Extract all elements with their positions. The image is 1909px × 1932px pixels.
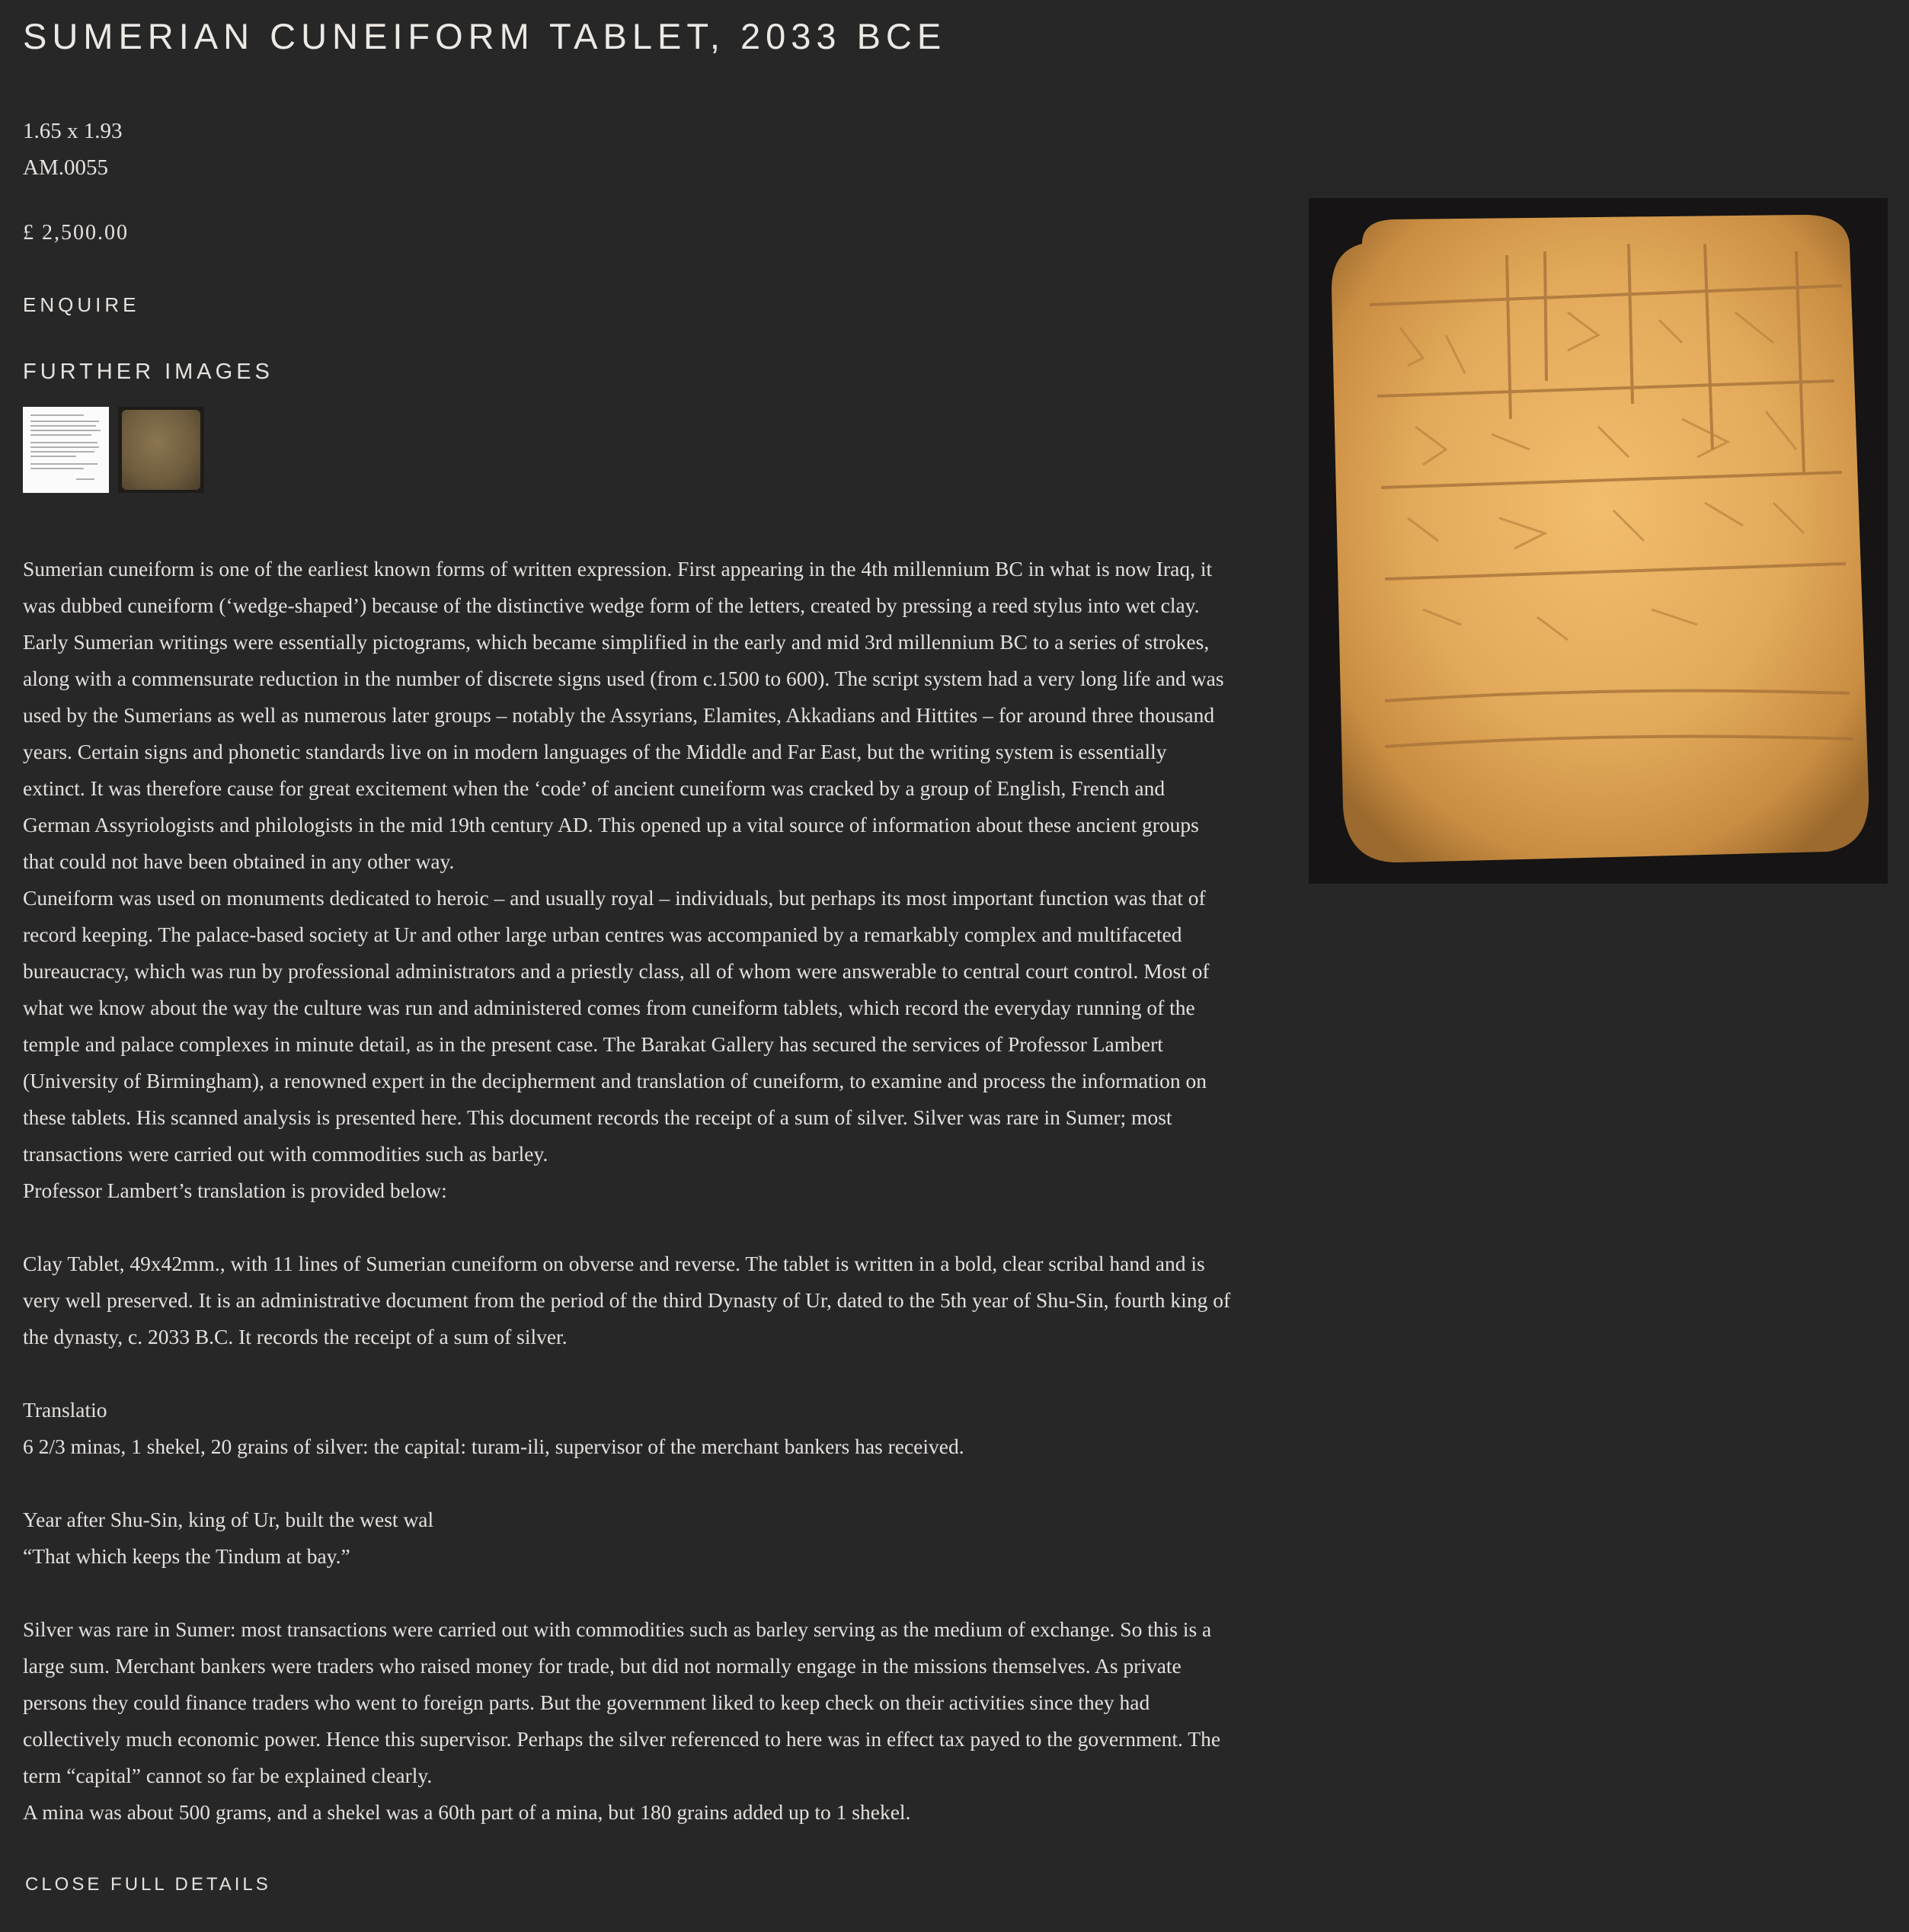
further-images-heading: FURTHER IMAGES — [23, 360, 273, 384]
product-reference: AM.0055 — [23, 155, 108, 180]
description-paragraph: Clay Tablet, 49x42mm., with 11 lines of Sumerian cuneiform on obverse and reverse. The tablet is written in a bold, clear scribal hand and is very well preserved. It is an administrative document from the period of the third Dynasty of Ur, dated to the 5th year of Shu-Sin, fourth king of the dynasty, c. 2033 B.C. It records the receipt of a sum of silver. — [23, 1252, 1231, 1348]
thumbnail-strip — [23, 407, 204, 493]
product-meta — [23, 113, 123, 186]
product-dimensions: 1.65 x 1.93 — [23, 119, 123, 143]
translation-text: 6 2/3 minas, 1 shekel, 20 grains of silver: the capital: turam-ili, supervisor of the merchant bankers has received. — [23, 1435, 964, 1458]
close-full-details-link[interactable]: CLOSE FULL DETAILS — [25, 1874, 271, 1895]
description — [23, 551, 1234, 1831]
description-paragraph: Silver was rare in Sumer: most transactions were carried out with commodities such as barley serving as the medium of exchange. So this is a large sum. Merchant bankers were traders who raised money for trade, but did not normally engage in the missions themselves. As private persons they could finance traders who went to foreign parts. But the government liked to keep check on their activities since they had collectively much economic power. Hence this supervisor. Perhaps the silver referenced to here was in effect tax payed to the government. The term “capital” cannot so far be explained clearly. — [23, 1617, 1221, 1787]
translation-text: “That which keeps the Tindum at bay.” — [23, 1544, 350, 1568]
enquire-link[interactable]: ENQUIRE — [23, 293, 140, 316]
document-thumbnail[interactable] — [23, 407, 109, 493]
description-paragraph: Cuneiform was used on monuments dedicated to heroic – and usually royal – individuals, but perhaps its most important function was that of record keeping. The palace-based society at Ur and other large urban centres was accompanied by a remarkably complex and multifaceted bureaucracy, which was run by professional administrators and a priestly class, all of whom were answerable to central court control. Most of what we know about the way the culture was run and administered comes from cuneiform tablets, which record the everyday running of the temple and palace complexes in minute detail, as in the present case. The Barakat Gallery has secured the services of Professor Lambert (University of Birmingham), a renowned expert in the decipherment and translation of cuneiform, to examine and process the information on these tablets. His scanned analysis is presented here. This document records the receipt of a sum of silver. Silver was rare in Sumer; most transactions were carried out with commodities such as barley. — [23, 886, 1210, 1166]
description-paragraph: Professor Lambert’s translation is provided below: — [23, 1179, 447, 1202]
page-title: SUMERIAN CUNEIFORM TABLET, 2033 BCE — [23, 16, 947, 56]
translation-text: Year after Shu-Sin, king of Ur, built the west wal — [23, 1508, 434, 1531]
cuneiform-tablet-image — [1309, 198, 1888, 884]
description-paragraph: Sumerian cuneiform is one of the earliest known forms of written expression. First appearing in the 4th millennium BC in what is now Iraq, it was dubbed cuneiform (‘wedge-shaped’) because of the distinctive wedge form of the letters, created by pressing a reed stylus into wet clay. Early Sumerian writings were essentially pictograms, which became simplified in the early and mid 3rd millennium BC to a series of strokes, along with a commensurate reduction in the number of discrete signs used (from c.1500 to 600). The script system had a very long life and was used by the Sumerians as well as numerous later groups – notably the Assyrians, Elamites, Akkadians and Hittites – for around three thousand years. Certain signs and phonetic standards live on in modern languages of the Middle and Far East, but the writing system is essentially extinct. It was therefore cause for great excitement when the ‘code’ of ancient cuneiform was cracked by a group of English, French and German Assyriologists and philologists in the mid 19th century AD. This opened up a vital source of information about these ancient groups that could not have been obtained in any other way. — [23, 557, 1224, 873]
description-paragraph: A mina was about 500 grams, and a shekel was a 60th part of a mina, but 180 grains added up to 1 shekel. — [23, 1800, 911, 1824]
product-price: £ 2,500.00 — [23, 221, 129, 245]
tablet-thumbnail[interactable] — [118, 407, 204, 493]
translation-heading: Translatio — [23, 1398, 107, 1422]
